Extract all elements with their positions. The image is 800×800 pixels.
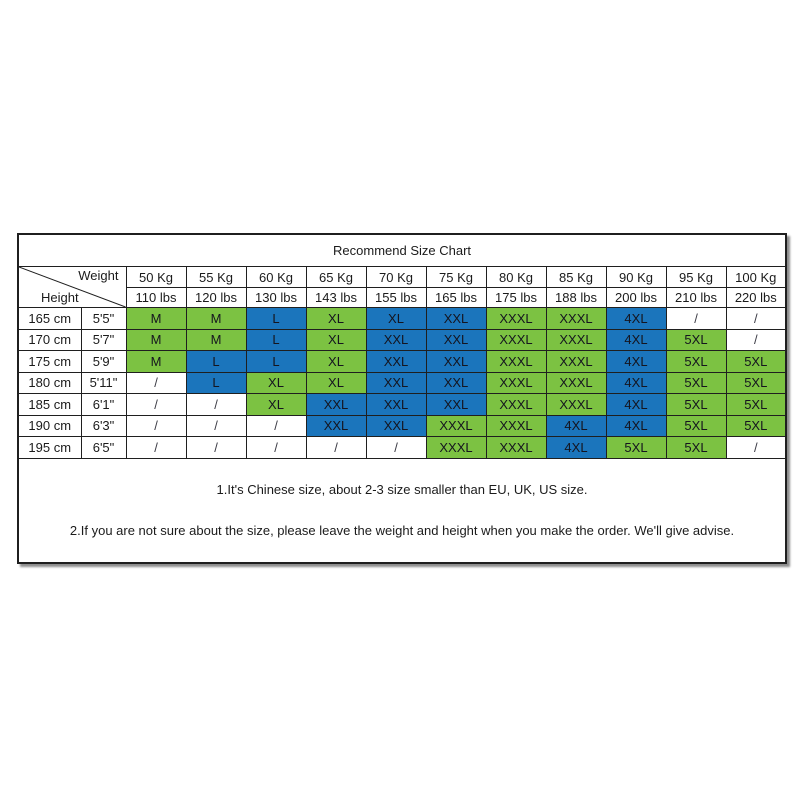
weight-lbs-header: 120 lbs — [186, 288, 246, 308]
size-cell: XXXL — [546, 329, 606, 351]
size-cell: XXXL — [486, 351, 546, 373]
size-cell: / — [126, 415, 186, 437]
weight-kg-row — [18, 267, 786, 288]
weight-kg-header: 60 Kg — [246, 267, 306, 288]
size-cell: XXL — [306, 394, 366, 416]
weight-kg-header: 55 Kg — [186, 267, 246, 288]
size-cell: 4XL — [606, 351, 666, 373]
size-cell: 4XL — [546, 437, 606, 459]
size-row — [18, 394, 786, 416]
size-cell: XXXL — [546, 372, 606, 394]
size-cell: XXL — [366, 351, 426, 373]
size-cell: / — [246, 437, 306, 459]
size-cell: 5XL — [726, 372, 786, 394]
size-cell: 4XL — [606, 415, 666, 437]
size-cell: 5XL — [666, 351, 726, 373]
notes-row — [18, 458, 786, 563]
weight-lbs-header: 143 lbs — [306, 288, 366, 308]
size-cell: XL — [306, 351, 366, 373]
size-cell: / — [126, 437, 186, 459]
weight-kg-header: 70 Kg — [366, 267, 426, 288]
height-cm-cell: 185 cm — [18, 394, 81, 416]
size-cell: XXL — [366, 394, 426, 416]
size-cell: L — [246, 308, 306, 330]
size-cell: XXXL — [486, 308, 546, 330]
size-cell: 5XL — [726, 394, 786, 416]
size-cell: 5XL — [666, 437, 726, 459]
weight-kg-header: 90 Kg — [606, 267, 666, 288]
size-cell: XXL — [306, 415, 366, 437]
size-cell: XXXL — [426, 415, 486, 437]
size-row — [18, 437, 786, 459]
size-cell: M — [126, 351, 186, 373]
weight-kg-header: 95 Kg — [666, 267, 726, 288]
height-ft-cell: 5'9" — [81, 351, 126, 373]
size-cell: / — [726, 437, 786, 459]
weight-kg-header: 65 Kg — [306, 267, 366, 288]
size-cell: 5XL — [666, 394, 726, 416]
size-cell: XXXL — [546, 351, 606, 373]
title-row — [18, 234, 786, 267]
size-cell: L — [186, 372, 246, 394]
note-line-1: 1.It's Chinese size, about 2-3 size smaller than EU, UK, US size. — [216, 482, 588, 497]
size-cell: / — [666, 308, 726, 330]
weight-lbs-header: 130 lbs — [246, 288, 306, 308]
size-row — [18, 415, 786, 437]
size-cell: XXL — [366, 372, 426, 394]
size-cell: / — [186, 394, 246, 416]
height-cm-cell: 165 cm — [18, 308, 81, 330]
size-cell: XL — [246, 394, 306, 416]
height-cm-cell: 170 cm — [18, 329, 81, 351]
size-cell: L — [246, 329, 306, 351]
height-ft-cell: 5'5" — [81, 308, 126, 330]
weight-lbs-header: 200 lbs — [606, 288, 666, 308]
size-cell: XXL — [426, 372, 486, 394]
height-cm-cell: 175 cm — [18, 351, 81, 373]
weight-kg-header: 80 Kg — [486, 267, 546, 288]
size-cell: 5XL — [666, 329, 726, 351]
height-cm-cell: 195 cm — [18, 437, 81, 459]
size-cell: XL — [306, 329, 366, 351]
size-cell: XL — [306, 308, 366, 330]
size-cell: M — [186, 308, 246, 330]
size-cell: XXXL — [486, 372, 546, 394]
weight-lbs-header: 165 lbs — [426, 288, 486, 308]
size-row — [18, 351, 786, 373]
corner-cell — [18, 267, 126, 308]
height-ft-cell: 5'7" — [81, 329, 126, 351]
size-cell: 5XL — [666, 372, 726, 394]
height-ft-cell: 6'3" — [81, 415, 126, 437]
size-cell: 4XL — [606, 394, 666, 416]
size-cell: / — [186, 437, 246, 459]
size-cell: / — [126, 394, 186, 416]
size-cell: M — [126, 308, 186, 330]
chart-title: Recommend Size Chart — [18, 234, 786, 267]
weight-lbs-header: 220 lbs — [726, 288, 786, 308]
size-cell: 5XL — [726, 351, 786, 373]
height-ft-cell: 6'1" — [81, 394, 126, 416]
height-cm-cell: 180 cm — [18, 372, 81, 394]
note-line-2: 2.If you are not sure about the size, please leave the weight and height when you make the order. We'll give advise. — [69, 523, 735, 538]
size-cell: L — [186, 351, 246, 373]
size-cell: / — [726, 308, 786, 330]
weight-kg-header: 75 Kg — [426, 267, 486, 288]
size-cell: XXL — [426, 351, 486, 373]
weight-lbs-header: 175 lbs — [486, 288, 546, 308]
size-cell: XXL — [426, 394, 486, 416]
size-cell: L — [246, 351, 306, 373]
weight-lbs-header: 110 lbs — [126, 288, 186, 308]
size-cell: 5XL — [606, 437, 666, 459]
size-cell: XXXL — [486, 394, 546, 416]
size-cell: XXL — [366, 415, 426, 437]
size-cell: / — [726, 329, 786, 351]
weight-lbs-header: 188 lbs — [546, 288, 606, 308]
size-row — [18, 308, 786, 330]
size-cell: 5XL — [726, 415, 786, 437]
size-cell: 5XL — [666, 415, 726, 437]
size-cell: 4XL — [606, 308, 666, 330]
weight-lbs-header: 155 lbs — [366, 288, 426, 308]
size-cell: / — [126, 372, 186, 394]
size-cell: M — [186, 329, 246, 351]
height-ft-cell: 6'5" — [81, 437, 126, 459]
size-cell: 4XL — [606, 329, 666, 351]
size-cell: XXL — [426, 308, 486, 330]
size-cell: XL — [366, 308, 426, 330]
size-cell: XXL — [366, 329, 426, 351]
size-cell: 4XL — [546, 415, 606, 437]
height-ft-cell: 5'11" — [81, 372, 126, 394]
size-cell: XXXL — [546, 308, 606, 330]
size-cell: / — [246, 415, 306, 437]
size-row — [18, 329, 786, 351]
height-axis-label: Height — [41, 290, 79, 305]
notes-section — [18, 458, 786, 563]
size-cell: XXXL — [426, 437, 486, 459]
weight-kg-header: 100 Kg — [726, 267, 786, 288]
size-cell: XXXL — [546, 394, 606, 416]
size-cell: XXXL — [486, 437, 546, 459]
weight-kg-header: 85 Kg — [546, 267, 606, 288]
size-cell: M — [126, 329, 186, 351]
size-cell: / — [186, 415, 246, 437]
size-row — [18, 372, 786, 394]
size-cell: / — [366, 437, 426, 459]
weight-axis-label: Weight — [78, 268, 119, 283]
weight-lbs-row — [18, 288, 786, 308]
size-cell: 4XL — [606, 372, 666, 394]
size-cell: / — [306, 437, 366, 459]
size-cell: XXXL — [486, 329, 546, 351]
height-cm-cell: 190 cm — [18, 415, 81, 437]
size-chart-table — [17, 233, 787, 564]
size-cell: XXXL — [486, 415, 546, 437]
size-cell: XL — [306, 372, 366, 394]
size-cell: XXL — [426, 329, 486, 351]
size-cell: XL — [246, 372, 306, 394]
weight-lbs-header: 210 lbs — [666, 288, 726, 308]
weight-kg-header: 50 Kg — [126, 267, 186, 288]
